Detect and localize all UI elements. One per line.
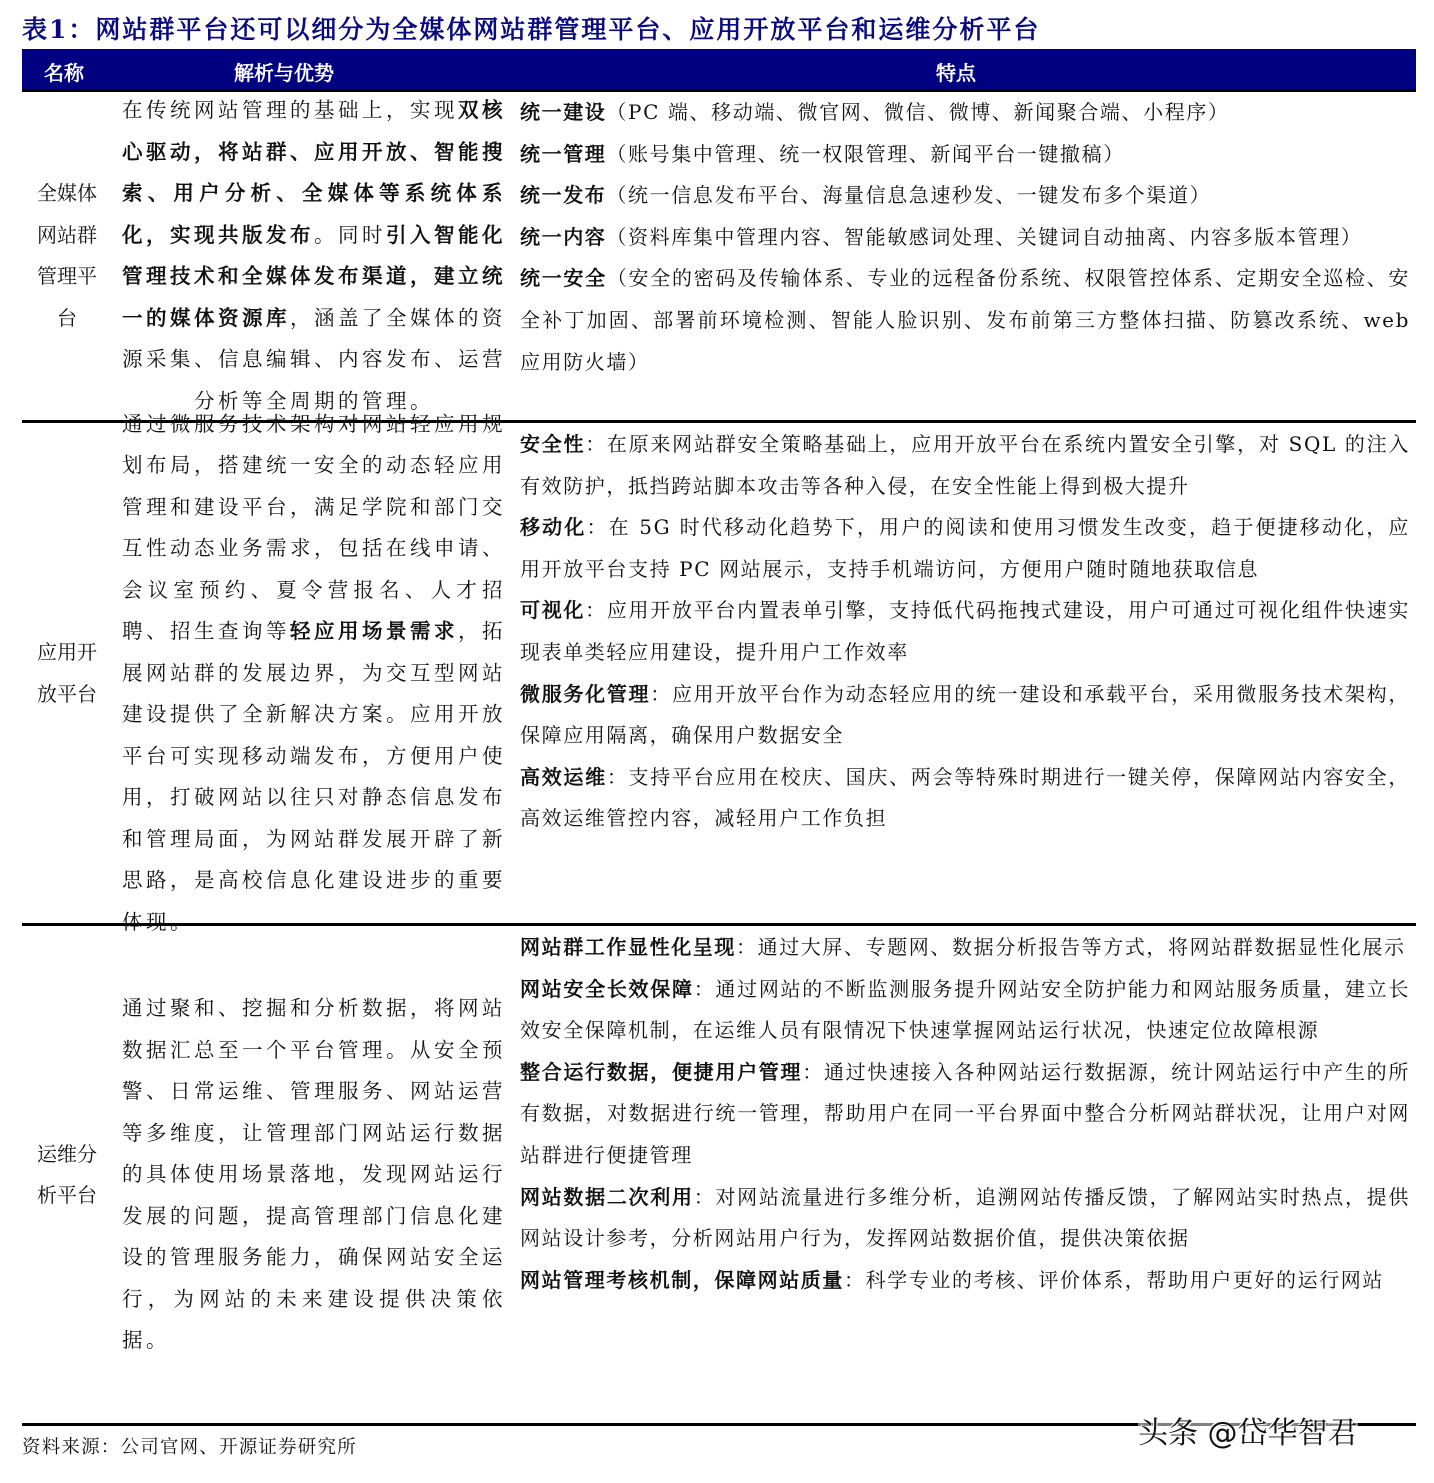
feature-item: [520, 674, 1410, 757]
header-analysis: 解析与优势: [234, 61, 334, 85]
feature-label: 统一建设: [520, 100, 607, 124]
feature-text: ：科学专业的考核、评价体系，帮助用户更好的运行网站: [844, 1267, 1384, 1292]
feature-text: ：应用开放平台作为动态轻应用的统一建设和承载平台，采用微服务技术架构，保障应用隔离，确保用户数据安全: [520, 681, 1410, 748]
analysis-text: ，拓展网站群的发展边界，为交互型网站建设提供了全新解决方案。应用开放平台可实现移动端发布，方便用户使用，打破网站以往只对静态信息发布和管理局面，为网站群发展开辟了新思路，是高校信息化建设进步的重要体现。: [122, 619, 506, 934]
feature-item: [520, 258, 1410, 383]
feature-text: ：支持平台应用在校庆、国庆、两会等特殊时期进行一键关停，保障网站内容安全，高效运维管控内容，减轻用户工作负担: [520, 764, 1410, 831]
table-header: [22, 49, 1416, 92]
table-row: [22, 92, 1416, 423]
feature-item: [520, 92, 1410, 134]
feature-label: 高效运维: [520, 764, 607, 789]
feature-item: [520, 969, 1410, 1052]
analysis-text: 。同时: [314, 222, 386, 247]
feature-text: （账号集中管理、统一权限管理、新闻平台一键撤稿）: [606, 141, 1125, 166]
row-analysis-cell: [122, 411, 506, 934]
feature-item: [520, 757, 1410, 840]
table-row: [22, 927, 1416, 1426]
row-features-cell: [520, 92, 1410, 383]
source-note: 资料来源：公司官网、开源证券研究所: [22, 1437, 357, 1458]
row-name-cell: [22, 927, 112, 1423]
feature-label: 网站管理考核机制，保障网站质量: [520, 1267, 844, 1292]
feature-label: 统一安全: [520, 266, 607, 291]
feature-text: ：对网站流量进行多维分析，追溯网站传播反馈，了解网站实时热点，提供网站设计参考，分析网站用户行为，发挥网站数据价值，提供决策依据: [520, 1184, 1410, 1251]
watermark: 头条 @岱华智君: [1138, 1408, 1358, 1452]
feature-text: ：通过快速接入各种网站运行数据源，统计网站运行中产生的所有数据，对数据进行统一管理，帮助用户在同一平台界面中整合分析网站群状况，让用户对网站群进行便捷管理: [520, 1059, 1410, 1167]
feature-text: ：通过大屏、专题网、数据分析报告等方式，将网站群数据显性化展示: [736, 935, 1406, 959]
feature-text: （安全的密码及传输体系、专业的远程备份系统、权限管控体系、定期安全巡检、安全补丁加固、部署前环境检测、智能人脸识别、发布前第三方整体扫描、防篡改系统、web 应用防火墙）: [520, 266, 1410, 374]
feature-label: 微服务化管理: [520, 681, 651, 706]
feature-item: [520, 927, 1410, 969]
feature-item: [520, 507, 1410, 590]
feature-item: [520, 175, 1410, 217]
row-name: 全媒体网站群管理平台: [37, 181, 97, 330]
feature-label: 统一管理: [520, 141, 607, 166]
analysis-text: 通过微服务技术架构对网站轻应用规划布局，搭建统一安全的动态轻应用管理和建设平台，满足学院和部门交互性动态业务需求，包括在线申请、会议室预约、夏令营报名、人才招聘、招生查询等: [122, 411, 506, 644]
feature-label: 安全性: [520, 432, 586, 456]
feature-label: 网站安全长效保障: [520, 976, 694, 1001]
feature-label: 可视化: [520, 598, 586, 623]
feature-label: 统一内容: [520, 224, 607, 249]
feature-text: （统一信息发布平台、海量信息急速秒发、一键发布多个渠道）: [606, 183, 1212, 208]
table-row: [22, 411, 1416, 934]
row-name-cell: [22, 92, 112, 420]
analysis-text: ，涵盖了全媒体的资源采集、信息编辑、内容发布、运营分析等全周期的管理。: [122, 305, 506, 413]
row-analysis-cell: [122, 92, 506, 420]
feature-label: 移动化: [520, 515, 587, 540]
feature-text: （资料库集中管理内容、智能敏感词处理、关键词自动抽离、内容多版本管理）: [606, 224, 1363, 249]
analysis-text: 在传统网站管理的基础上，实现: [122, 98, 458, 122]
feature-item: [520, 590, 1410, 673]
row-features-cell: [520, 424, 1410, 840]
feature-item: [520, 134, 1410, 176]
feature-text: ：应用开放平台内置表单引擎，支持低代码拖拽式建设，用户可通过可视化组件快速实现表单类轻应用建设，提升用户工作效率: [520, 598, 1410, 664]
feature-label: 整合运行数据，便捷用户管理: [520, 1059, 803, 1084]
table-title: 表1：网站群平台还可以细分为全媒体网站群管理平台、应用开放平台和运维分析平台: [22, 15, 1041, 44]
row-name: 应用开放平台: [37, 640, 97, 706]
analysis-bold: 引入智能化管理技术和全媒体发布渠道，建立统一的媒体资源库: [122, 222, 506, 330]
feature-text: ：在原来网站群安全策略基础上，应用开放平台在系统内置安全引擎，对 SQL 的注入有效防护，抵挡跨站脚本攻击等各种入侵，在安全性能上得到极大提升: [520, 432, 1410, 498]
feature-item: [520, 424, 1410, 507]
row-name: 运维分析平台: [37, 1141, 97, 1207]
feature-item: [520, 1260, 1410, 1302]
feature-label: 统一发布: [520, 183, 607, 208]
row-analysis-cell: [122, 927, 506, 1423]
row-name-cell: [22, 424, 112, 923]
header-features: 特点: [936, 61, 976, 85]
feature-item: [520, 1177, 1410, 1260]
feature-text: ：在 5G 时代移动化趋势下，用户的阅读和使用习惯发生改变，趋于便捷移动化，应用开放平台支持 PC 网站展示，支持手机端访问，方便用户随时随地获取信息: [520, 515, 1410, 581]
analysis-bold: 双核心驱动，将站群、应用开放、智能搜索、用户分析、全媒体等系统体系化，实现共版发布: [122, 98, 506, 247]
feature-text: ：通过网站的不断监测服务提升网站安全防护能力和网站服务质量，建立长效安全保障机制，在运维人员有限情况下快速掌握网站运行状况，快速定位故障根源: [520, 976, 1410, 1043]
feature-label: 网站数据二次利用: [520, 1184, 694, 1209]
analysis-bold: 轻应用场景需求: [290, 619, 458, 644]
feature-item: [520, 1052, 1410, 1177]
feature-item: [520, 217, 1410, 259]
row-features-cell: [520, 927, 1410, 1301]
analysis-text: 通过聚和、挖掘和分析数据，将网站数据汇总至一个平台管理。从安全预警、日常运维、管理服务、网站运营等多维度，让管理部门网站运行数据的具体使用场景落地，发现网站运行发展的问题，提高管理部门信息化建设的管理服务能力，确保网站安全运行，为网站的未来建设提供决策依据。: [122, 996, 506, 1353]
feature-text: （PC 端、移动端、微官网、微信、微博、新闻聚合端、小程序）: [606, 100, 1230, 124]
header-name: 名称: [44, 61, 84, 85]
feature-label: 网站群工作显性化呈现: [520, 935, 736, 959]
